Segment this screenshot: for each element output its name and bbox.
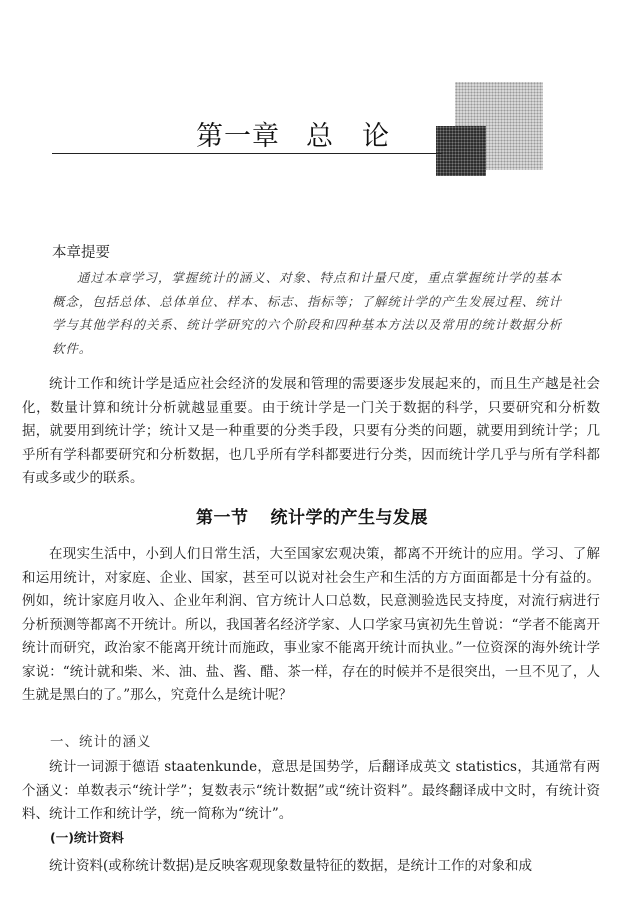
summary-heading: 本章提要: [52, 245, 110, 261]
intro-paragraph: 统计工作和统计学是适应社会经济的发展和管理的需要逐步发展起来的，而且生产越是社会化，数量计算和统计分析就越显重要。由于统计学是一门关于数据的科学，只要研究和分析数据，就要用到统计学；统计又是一种重要的分类手段，只要有分类的问题，就要用到统计学；几乎所有学科都要研究和分析数据，也几乎所有学科都要进行分类，因而统计学几乎与所有学科都有或多或少的联系。: [22, 376, 600, 486]
section-paragraph: 在现实生活中，小到人们日常生活，大至国家宏观决策，都离不开统计的应用。学习、了解和运用统计，对家庭、企业、国家，甚至可以说对社会生产和生活的方方面面都是十分有益的。例如，统计家庭月收入、企业年利润、官方统计人口总数，民意测验选民支持度，对流行病进行分析预测等都离不开统计。所以，我国著名经济学家、人口学家马寅初先生曾说：“学者不能离开统计而研究，政治家不能离开统计而施政，事业家不能离开统计而执业。”一位资深的海外统计学家说：“统计就和柴、米、油、盐、酱、醋、茶一样，存在的时候并不是很突出，一旦不见了，人生就是黑白的了。”那么，究竟什么是统计呢？: [22, 546, 600, 703]
summary-body: 通过本章学习，掌握统计的涵义、对象、特点和计量尺度，重点掌握统计学的基本概念，包括总体、总体单位、样本、标志、指标等；了解统计学的产生发展过程、统计学与其他学科的关系、统计学研究的六个阶段和四种基本方法以及常用的统计数据分析软件。: [52, 270, 562, 356]
section-name: 统计学的产生与发展: [270, 508, 428, 528]
chapter-decoration-dark: [436, 126, 486, 176]
subsubsection-heading: (一)统计资料: [50, 830, 124, 845]
chapter-name: 总 论: [306, 121, 390, 152]
chapter-number: 第一章: [196, 121, 280, 152]
section-title: [0, 503, 624, 528]
chapter-rule: [52, 153, 442, 154]
chapter-title: [196, 114, 390, 153]
section-number: 第一节: [196, 508, 249, 528]
subsubsection-paragraph: 统计资料(或称统计数据)是反映客观现象数量特征的数据，是统计工作的对象和成: [49, 858, 533, 874]
subsection-heading: 一、统计的涵义: [50, 734, 152, 750]
subsection-paragraph: 统计一词源于德语 staatenkunde，意思是国势学，后翻译成英文 statistics，其通常有两个涵义：单数表示“统计学”；复数表示“统计数据”或“统计资料”。最终翻译成中文时，有统计资料、统计工作和统计学，统一简称为“统计”。: [22, 759, 600, 822]
